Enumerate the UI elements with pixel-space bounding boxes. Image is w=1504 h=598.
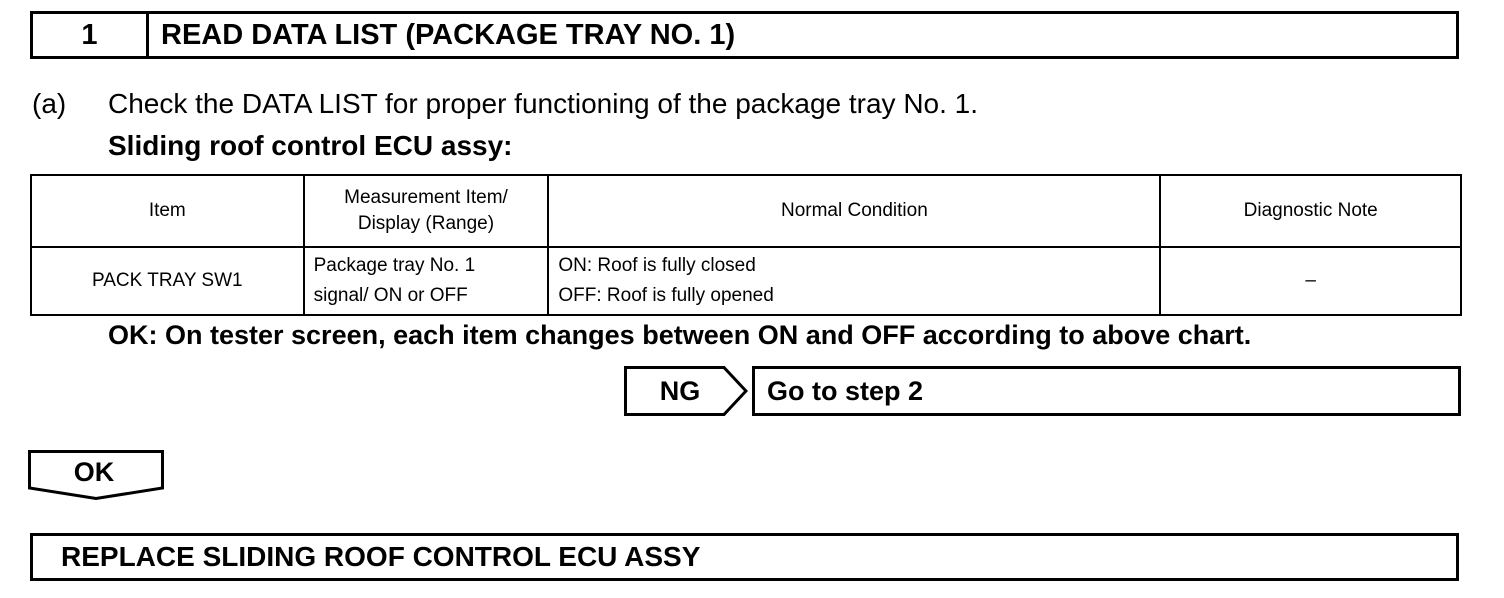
cell-measurement [304, 247, 549, 315]
data-list-table [30, 174, 1462, 316]
table-header-row [31, 175, 1461, 247]
table-row [31, 247, 1461, 315]
replace-ecu-box: REPLACE SLIDING ROOF CONTROL ECU ASSY [30, 533, 1459, 581]
cell-normal-line2: OFF: Roof is fully opened [558, 285, 774, 306]
ok-label: OK [73, 456, 115, 487]
cell-normal-line1: ON: Roof is fully closed [558, 254, 756, 276]
cell-normal-condition [548, 247, 1160, 315]
goto-step-box: Go to step 2 [752, 366, 1461, 416]
header-item: Item [31, 175, 304, 247]
header-measurement-line2: Display (Range) [357, 213, 495, 234]
step-title: READ DATA LIST (PACKAGE TRAY NO. 1) [161, 18, 736, 51]
ng-label: NG [659, 375, 701, 406]
cell-diagnostic-note: – [1160, 247, 1461, 315]
subheading: Sliding roof control ECU assy: [108, 130, 513, 161]
header-normal-condition: Normal Condition [548, 175, 1160, 247]
cell-measurement-line1: Package tray No. 1 [313, 254, 476, 276]
cell-item: PACK TRAY SW1 [31, 247, 304, 315]
header-measurement-line1: Measurement Item/ [344, 187, 508, 209]
instruction-text: Check the DATA LIST for proper functioning of the package tray No. 1. [108, 88, 979, 119]
header-diagnostic-note: Diagnostic Note [1160, 175, 1461, 247]
instruction-label: (a) [32, 88, 67, 119]
header-measurement [304, 175, 549, 247]
step-header [30, 11, 1459, 59]
cell-measurement-line2: signal/ ON or OFF [313, 285, 468, 306]
ok-statement: OK: On tester screen, each item changes between ON and OFF according to above chart. [108, 320, 1252, 350]
step-number: 1 [33, 14, 149, 56]
